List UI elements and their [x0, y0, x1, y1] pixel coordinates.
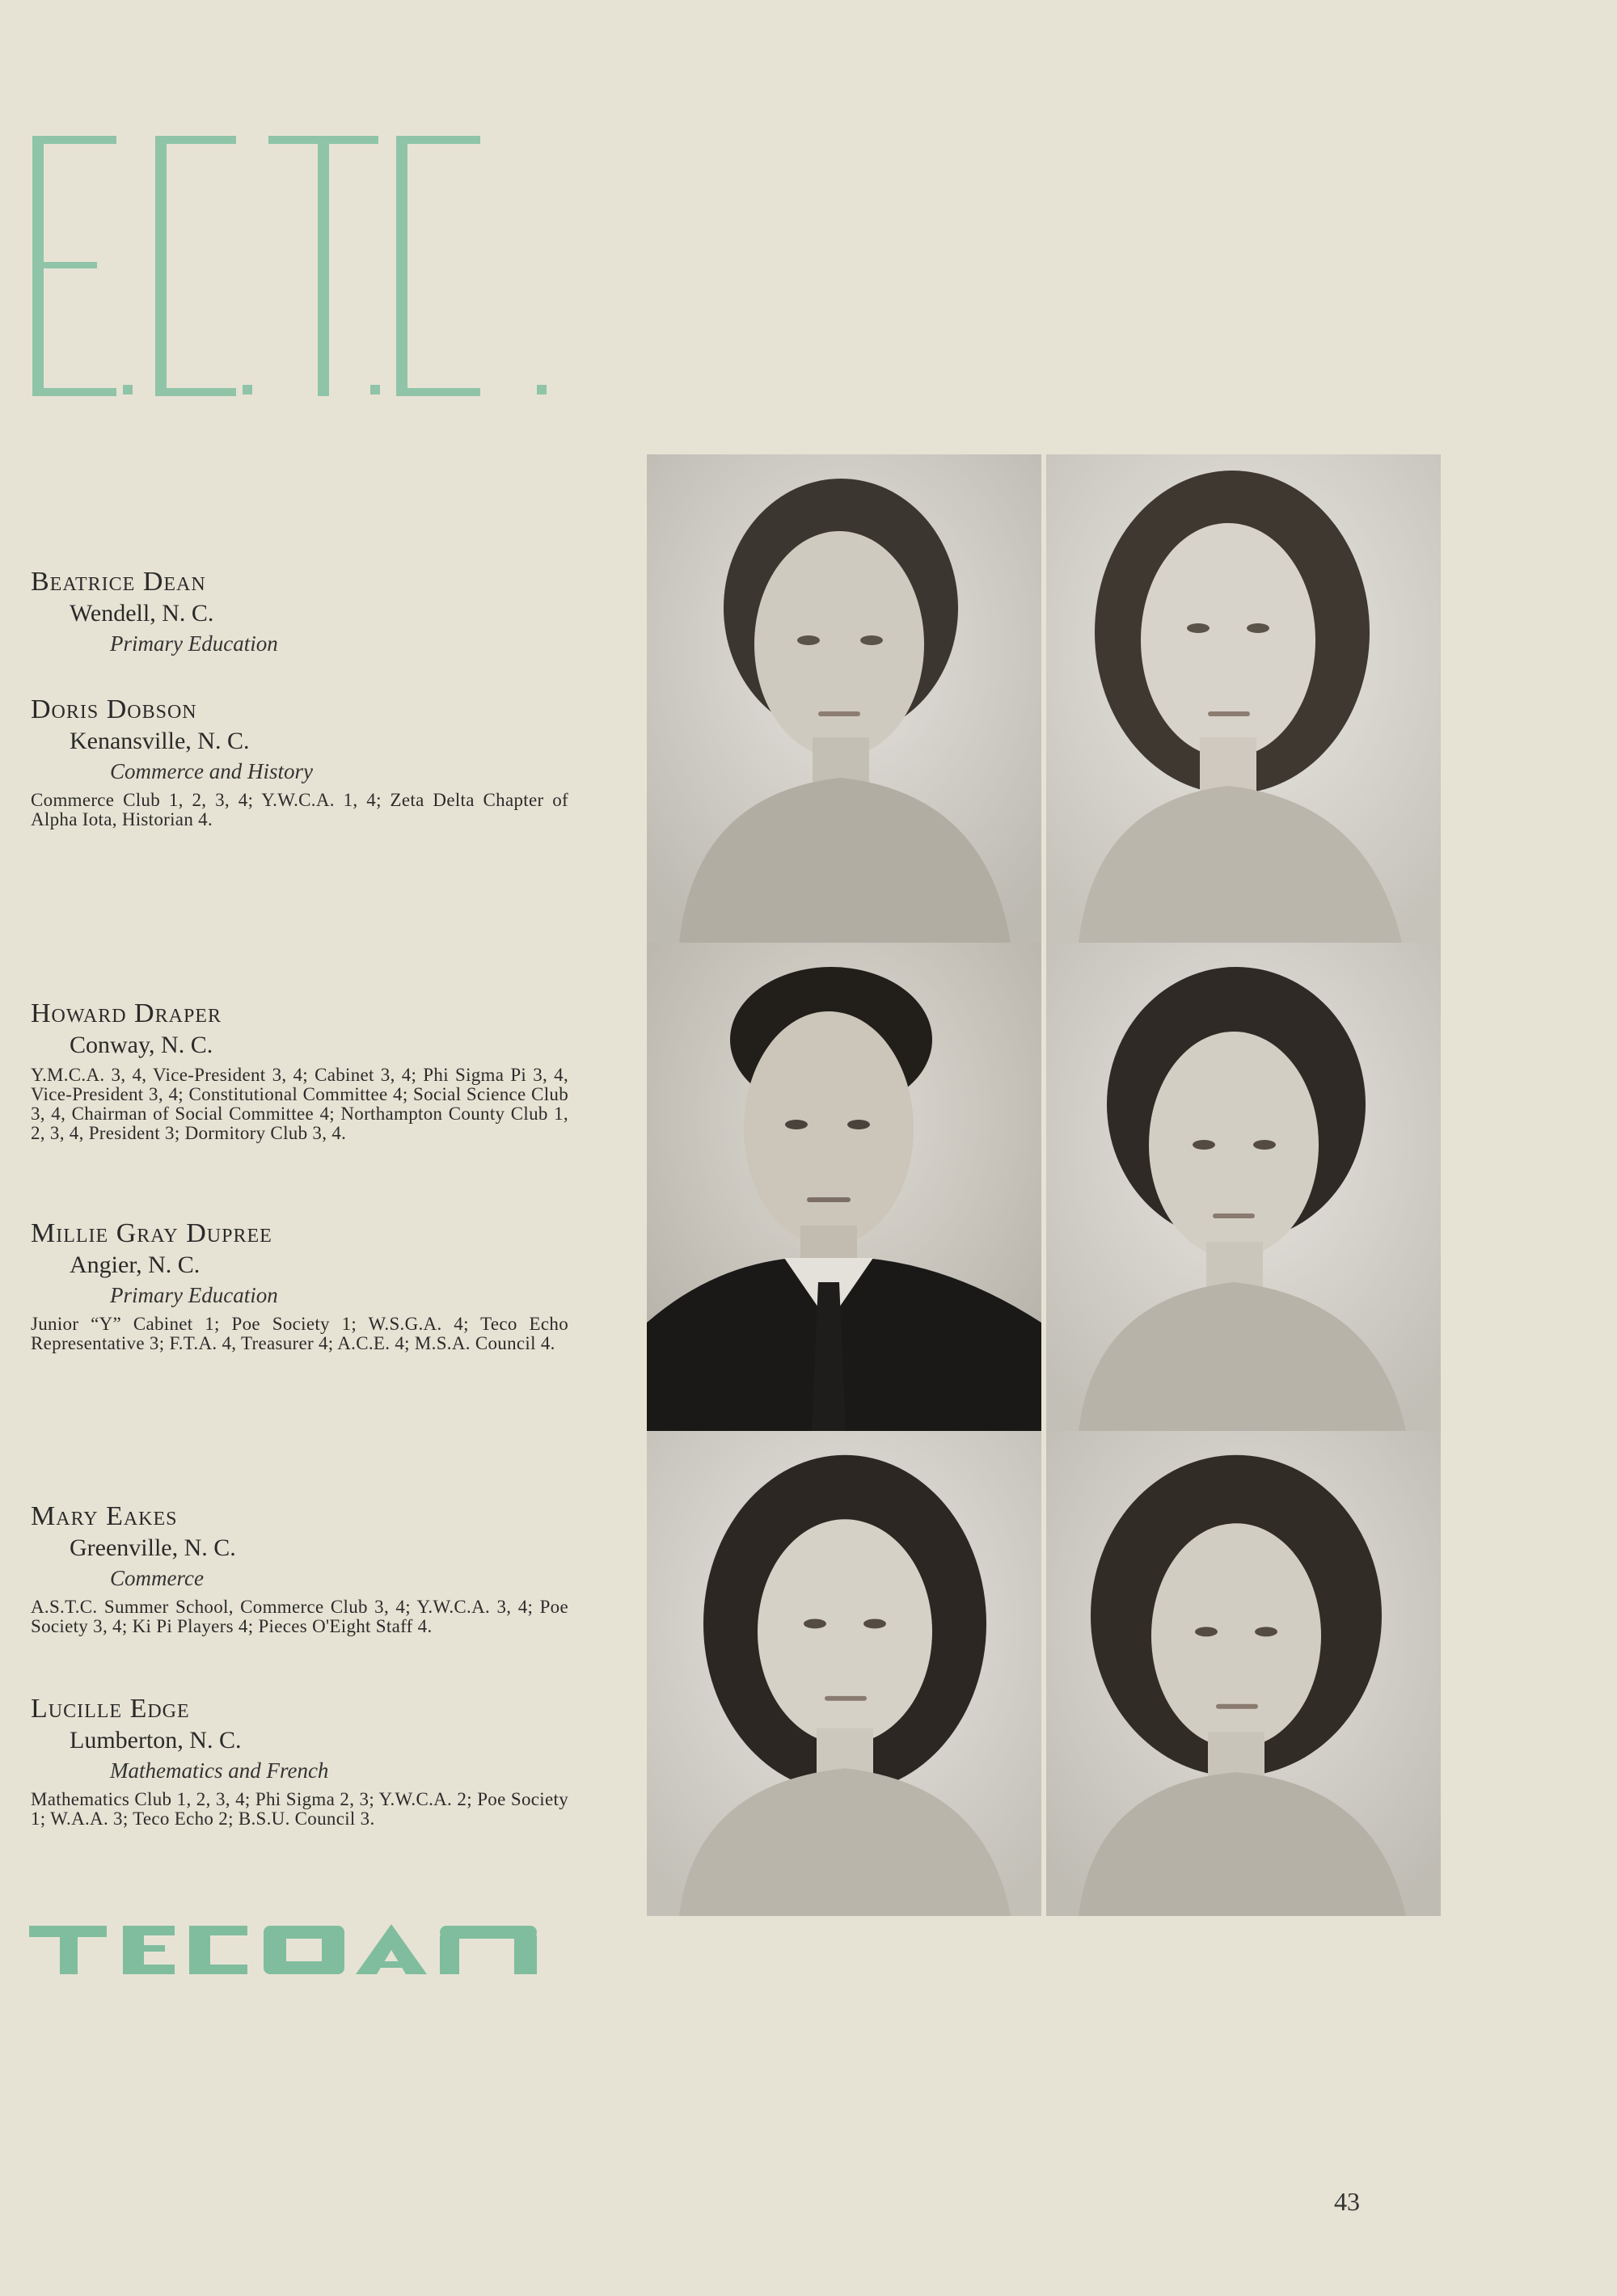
student-bio-howard-draper — [31, 998, 568, 1143]
student-name: Lucille Edge — [31, 1694, 190, 1724]
portrait-photo — [1046, 454, 1441, 943]
student-major: Primary Education — [110, 631, 278, 656]
student-bio-lucille-edge — [31, 1693, 568, 1829]
student-hometown: Conway, N. C. — [70, 1032, 213, 1058]
student-major: Commerce — [110, 1566, 204, 1590]
student-name: Millie Gray Dupree — [31, 1218, 272, 1248]
portrait-photo — [647, 454, 1041, 943]
student-bio-beatrice-dean — [31, 566, 568, 658]
student-activities: Commerce Club 1, 2, 3, 4; Y.W.C.A. 1, 4; Zeta Delta Chapter of Alpha Iota, Historian 4. — [31, 790, 568, 829]
student-hometown: Wendell, N. C. — [70, 600, 214, 627]
student-name: Beatrice Dean — [31, 567, 206, 597]
ectc-header-logo — [29, 129, 563, 404]
portrait-photo — [647, 943, 1041, 1431]
student-bio-millie-gray-dupree — [31, 1218, 568, 1353]
student-name: Howard Draper — [31, 998, 222, 1028]
portrait-photo — [647, 1431, 1041, 1916]
student-bio-doris-dobson — [31, 694, 568, 829]
header-logo-text: E.C.T.C. — [29, 129, 32, 130]
student-major: Mathematics and French — [110, 1758, 329, 1783]
student-hometown: Lumberton, N. C. — [70, 1727, 242, 1754]
page-number: 43 — [1334, 2187, 1360, 2216]
footer-logo-text: TECOAN — [29, 1919, 33, 1920]
student-hometown: Kenansville, N. C. — [70, 728, 250, 754]
student-activities: A.S.T.C. Summer School, Commerce Club 3, 4; Y.W.C.A. 3, 4; Poe Society 3, 4; Ki Pi Players 4; Pieces O'Eight Staff 4. — [31, 1597, 568, 1636]
student-hometown: Greenville, N. C. — [70, 1534, 236, 1561]
student-hometown: Angier, N. C. — [70, 1251, 201, 1278]
portrait-photo — [1046, 943, 1441, 1431]
student-bio-mary-eakes — [31, 1500, 568, 1636]
student-name: Mary Eakes — [31, 1501, 178, 1531]
student-major: Primary Education — [110, 1283, 278, 1307]
tecoan-footer-logo — [29, 1919, 547, 1976]
portrait-grid — [647, 454, 1441, 1916]
student-activities: Mathematics Club 1, 2, 3, 4; Phi Sigma 2, 3; Y.W.C.A. 2; Poe Society 1; W.A.A. 3; Teco Echo 2; B.S.U. Council 3. — [31, 1789, 568, 1829]
student-activities: Junior “Y” Cabinet 1; Poe Society 1; W.S.G.A. 4; Teco Echo Representative 3; F.T.A. 4, Treasurer 4; A.C.E. 4; M.S.A. Council 4. — [31, 1314, 568, 1353]
student-activities: Y.M.C.A. 3, 4, Vice-President 3, 4; Cabinet 3, 4; Phi Sigma Pi 3, 4, Vice-President 3, 4; Constitutional Committee 4; Social Science Club 3, 4, Chairman of Social Committee 4; Northampton County Club 1, 2, 3, 4, President 3; Dormitory Club 3, 4. — [31, 1065, 568, 1143]
portrait-photo — [1046, 1431, 1441, 1916]
student-major: Commerce and History — [110, 759, 313, 783]
student-name: Doris Dobson — [31, 694, 197, 724]
